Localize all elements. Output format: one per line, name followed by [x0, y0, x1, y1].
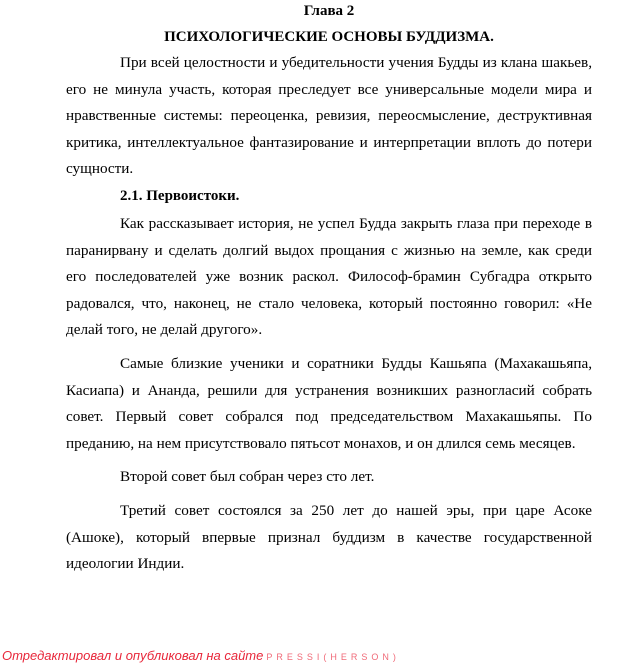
intro-paragraph: При всей целостности и убедительности учения Будды из клана шакьев, его не минула участь, которая преследует все универсальные модели мира и нравственные системы: переоценка, ревизия, переосмысление, деструктивная критика, интеллектуальное фантазирование и интерпретации вплоть до потери сущности.: [66, 54, 592, 178]
footer-text: Отредактировал и опубликовал на сайте: [2, 648, 264, 663]
site-brand: PRESSI(HERSON): [266, 652, 400, 662]
section-heading: 2.1. Первоистоки.: [120, 187, 240, 204]
paragraph-schism: Как рассказывает история, не успел Будда закрыть глаза при переходе в паранирвану и сделать долгий выдох прощания с жизнью на земле, как среди его последователей уже возник раскол. Философ-брамин Субгадра открыто радовался, что, наконец, не стало человека, который постоянно говорил: «Не делай того, не делай другого».: [66, 214, 592, 339]
chapter-heading: Глава 2: [303, 3, 355, 19]
chapter-title: ПСИХОЛОГИЧЕСКИЕ ОСНОВЫ БУДДИЗМА.: [164, 29, 494, 45]
document-page: [66, 0, 592, 578]
paragraph-second-council: Второй совет был собран через сто лет.: [120, 468, 375, 486]
paragraph-third-council: Третий совет состоялся за 250 лет до нашей эры, при царе Асоке (Ашоке), который впервые признал буддизм в качестве государственной идеологии Индии.: [66, 501, 592, 573]
paragraph-first-council: Самые близкие ученики и соратники Будды Кашьяпа (Махакашьяпа, Касиапа) и Ананда, решили для устранения возникших разногласий собрать совет. Первый совет собрался под председательством Махакашьяпы. По преданию, на нем присутствовало пятьсот монахов, и он длился семь месяцев.: [66, 354, 592, 452]
publisher-footer: [2, 648, 400, 663]
